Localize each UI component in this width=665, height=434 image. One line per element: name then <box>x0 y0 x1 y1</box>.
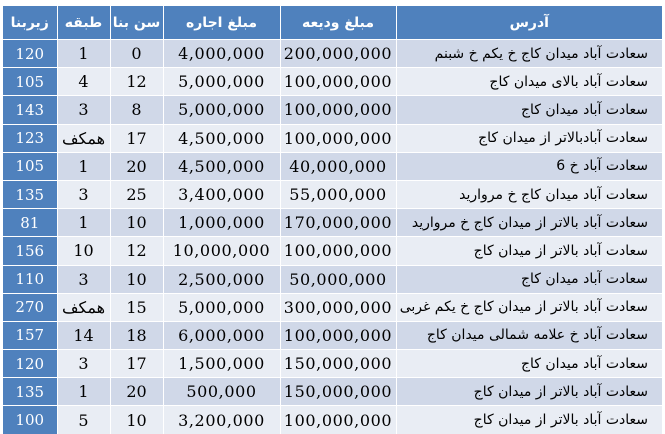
cell-address: سعادت آباد میدان کاج خ مروارید <box>396 180 662 208</box>
cell-age: 10 <box>110 209 163 237</box>
header-row <box>3 6 662 40</box>
cell-rent: 6,000,000 <box>163 321 280 349</box>
cell-floor: 14 <box>57 321 110 349</box>
table-row <box>3 152 662 180</box>
table-row <box>3 406 662 434</box>
cell-deposit: 170,000,000 <box>280 209 396 237</box>
cell-address: سعادت آباد خ 6 <box>396 152 662 180</box>
cell-address: سعادت آباد میدان کاج خ یکم خ شبنم <box>396 40 662 68</box>
cell-address: سعادت آباد میدان کاج <box>396 96 662 124</box>
cell-deposit: 40,000,000 <box>280 152 396 180</box>
cell-floor: 3 <box>57 96 110 124</box>
cell-deposit: 150,000,000 <box>280 378 396 406</box>
cell-rent: 5,000,000 <box>163 96 280 124</box>
cell-floor: 10 <box>57 237 110 265</box>
cell-floor: همکف <box>57 124 110 152</box>
cell-age: 12 <box>110 237 163 265</box>
cell-deposit: 55,000,000 <box>280 180 396 208</box>
header-area: زیربنا <box>3 6 57 40</box>
cell-area: 135 <box>3 180 57 208</box>
table-row <box>3 350 662 378</box>
cell-floor: 1 <box>57 209 110 237</box>
cell-address: سعادت آباد بالاتر از میدان کاج خ یکم غربی <box>396 293 662 321</box>
cell-floor: 1 <box>57 152 110 180</box>
cell-age: 17 <box>110 350 163 378</box>
header-age: سن بنا <box>110 6 163 40</box>
cell-address: سعادت آباد بالاتر از میدان کاج <box>396 237 662 265</box>
cell-age: 20 <box>110 378 163 406</box>
cell-rent: 4,500,000 <box>163 152 280 180</box>
cell-age: 15 <box>110 293 163 321</box>
header-deposit: مبلغ ودیعه <box>280 6 396 40</box>
cell-area: 156 <box>3 237 57 265</box>
table-row <box>3 209 662 237</box>
cell-age: 10 <box>110 265 163 293</box>
cell-age: 18 <box>110 321 163 349</box>
table-row <box>3 237 662 265</box>
table-row <box>3 265 662 293</box>
cell-address: سعادت آباد بالای میدان کاج <box>396 68 662 96</box>
cell-rent: 4,000,000 <box>163 40 280 68</box>
table-row <box>3 378 662 406</box>
header-rent: مبلغ اجاره <box>163 6 280 40</box>
cell-rent: 500,000 <box>163 378 280 406</box>
cell-deposit: 100,000,000 <box>280 124 396 152</box>
cell-rent: 2,500,000 <box>163 265 280 293</box>
cell-floor: 3 <box>57 350 110 378</box>
rental-listings-table <box>3 6 662 434</box>
table-row <box>3 68 662 96</box>
cell-address: سعادت آباد میدان کاج <box>396 350 662 378</box>
cell-area: 120 <box>3 40 57 68</box>
cell-rent: 3,400,000 <box>163 180 280 208</box>
cell-area: 100 <box>3 406 57 434</box>
cell-deposit: 100,000,000 <box>280 237 396 265</box>
cell-address: سعادت آبادبالاتر از میدان کاج <box>396 124 662 152</box>
cell-address: سعادت آباد خ علامه شمالی میدان کاج <box>396 321 662 349</box>
cell-deposit: 150,000,000 <box>280 350 396 378</box>
table-row <box>3 40 662 68</box>
cell-age: 20 <box>110 152 163 180</box>
cell-rent: 5,000,000 <box>163 293 280 321</box>
cell-area: 143 <box>3 96 57 124</box>
cell-area: 110 <box>3 265 57 293</box>
cell-rent: 5,000,000 <box>163 68 280 96</box>
header-floor: طبقه <box>57 6 110 40</box>
cell-floor: 5 <box>57 406 110 434</box>
cell-age: 12 <box>110 68 163 96</box>
cell-area: 120 <box>3 350 57 378</box>
table-row <box>3 96 662 124</box>
cell-rent: 1,500,000 <box>163 350 280 378</box>
table-row <box>3 124 662 152</box>
cell-address: سعادت آباد بالاتر از میدان کاج <box>396 406 662 434</box>
cell-area: 157 <box>3 321 57 349</box>
cell-age: 17 <box>110 124 163 152</box>
cell-deposit: 200,000,000 <box>280 40 396 68</box>
cell-floor: 3 <box>57 180 110 208</box>
header-address: آدرس <box>396 6 662 40</box>
cell-deposit: 100,000,000 <box>280 96 396 124</box>
table-row <box>3 293 662 321</box>
cell-rent: 4,500,000 <box>163 124 280 152</box>
cell-deposit: 50,000,000 <box>280 265 396 293</box>
cell-floor: همکف <box>57 293 110 321</box>
cell-area: 135 <box>3 378 57 406</box>
cell-rent: 3,200,000 <box>163 406 280 434</box>
cell-area: 105 <box>3 68 57 96</box>
cell-deposit: 300,000,000 <box>280 293 396 321</box>
cell-floor: 4 <box>57 68 110 96</box>
cell-floor: 1 <box>57 378 110 406</box>
cell-area: 81 <box>3 209 57 237</box>
cell-deposit: 100,000,000 <box>280 68 396 96</box>
cell-floor: 3 <box>57 265 110 293</box>
cell-age: 0 <box>110 40 163 68</box>
cell-age: 8 <box>110 96 163 124</box>
cell-area: 270 <box>3 293 57 321</box>
cell-area: 123 <box>3 124 57 152</box>
cell-address: سعادت آباد بالاتر از میدان کاج خ مروارید <box>396 209 662 237</box>
cell-age: 10 <box>110 406 163 434</box>
cell-age: 25 <box>110 180 163 208</box>
cell-floor: 1 <box>57 40 110 68</box>
cell-deposit: 100,000,000 <box>280 321 396 349</box>
cell-rent: 1,000,000 <box>163 209 280 237</box>
cell-area: 105 <box>3 152 57 180</box>
cell-address: سعادت آباد میدان کاج <box>396 265 662 293</box>
cell-address: سعادت آباد بالاتر از میدان کاج <box>396 378 662 406</box>
cell-deposit: 100,000,000 <box>280 406 396 434</box>
cell-rent: 10,000,000 <box>163 237 280 265</box>
table-row <box>3 321 662 349</box>
table-row <box>3 180 662 208</box>
